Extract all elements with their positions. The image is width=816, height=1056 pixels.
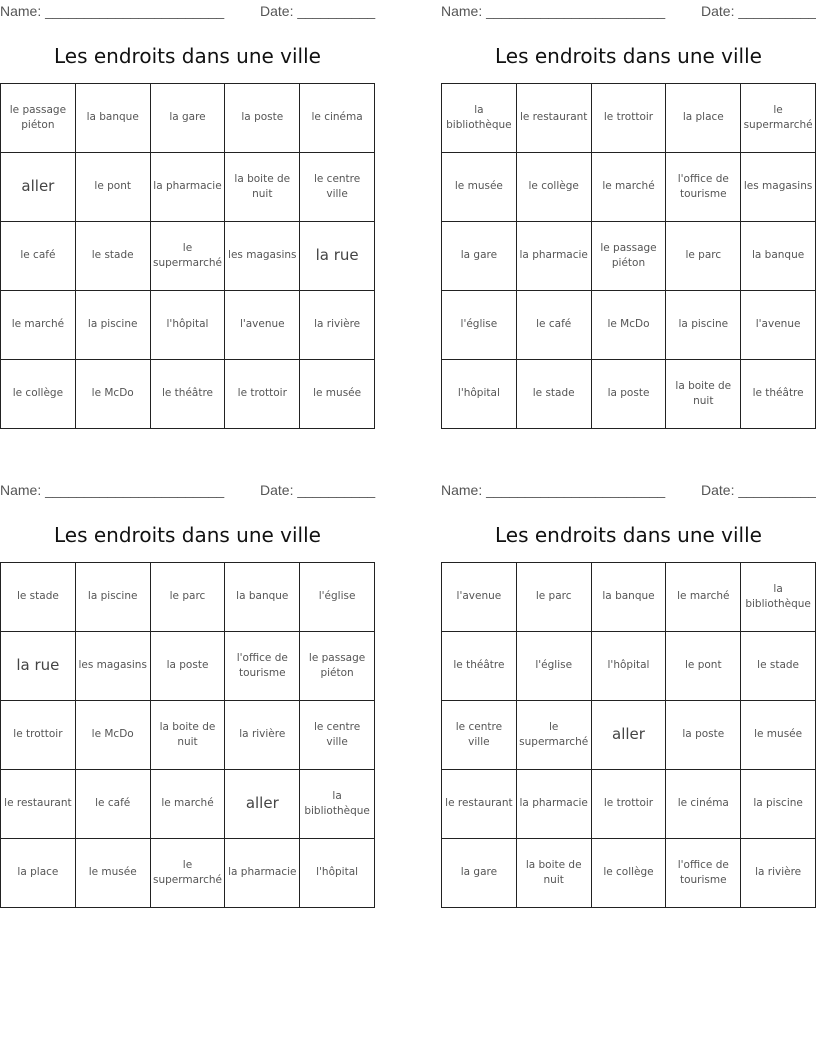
grid-row	[1, 770, 375, 839]
bingo-cell: la pharmacie	[150, 153, 225, 222]
bingo-cell: l'église	[516, 632, 591, 701]
bingo-cell: le supermarché	[516, 701, 591, 770]
bingo-cell: la boite de nuit	[150, 701, 225, 770]
bingo-cell: l'avenue	[225, 291, 300, 360]
bingo-cell: le marché	[150, 770, 225, 839]
grid-row	[1, 222, 375, 291]
date-field: Date: __________	[701, 3, 816, 19]
bingo-cell: l'église	[442, 291, 517, 360]
bingo-cell: le restaurant	[442, 770, 517, 839]
bingo-cell: la piscine	[741, 770, 816, 839]
bingo-cell: le stade	[741, 632, 816, 701]
grid-row	[442, 701, 816, 770]
bingo-cell: les magasins	[225, 222, 300, 291]
bingo-cell: le supermarché	[741, 84, 816, 153]
grid-row	[442, 632, 816, 701]
bingo-cell: le cinéma	[666, 770, 741, 839]
date-field: Date: __________	[260, 3, 376, 19]
bingo-cell: le parc	[516, 563, 591, 632]
bingo-cell: la poste	[666, 701, 741, 770]
bingo-cell: le collège	[1, 360, 76, 429]
date-field: Date: __________	[701, 482, 816, 498]
grid-row	[1, 563, 375, 632]
bingo-cell: aller	[225, 770, 300, 839]
grid-row	[442, 770, 816, 839]
bingo-cell: le centre ville	[300, 153, 375, 222]
bingo-cell: l'avenue	[741, 291, 816, 360]
bingo-card	[441, 479, 816, 919]
bingo-cell: la banque	[741, 222, 816, 291]
bingo-cell: la banque	[225, 563, 300, 632]
bingo-cell: le passage piéton	[591, 222, 666, 291]
bingo-grid	[441, 83, 816, 429]
grid-row	[1, 84, 375, 153]
bingo-cell: l'hôpital	[300, 839, 375, 908]
bingo-cell: les magasins	[741, 153, 816, 222]
bingo-cell: le cinéma	[300, 84, 375, 153]
bingo-grid	[0, 83, 375, 429]
bingo-cell: la piscine	[75, 563, 150, 632]
card-title: Les endroits dans une ville	[54, 44, 321, 68]
bingo-cell: l'église	[300, 563, 375, 632]
bingo-cell: le collège	[591, 839, 666, 908]
grid-row	[442, 360, 816, 429]
bingo-cell: la rivière	[225, 701, 300, 770]
bingo-cell: le centre ville	[300, 701, 375, 770]
bingo-cell: la rue	[300, 222, 375, 291]
bingo-cell: le stade	[1, 563, 76, 632]
name-field: Name: _______________________	[0, 482, 225, 498]
bingo-cell: la pharmacie	[225, 839, 300, 908]
name-field: Name: _______________________	[441, 3, 666, 19]
bingo-cell: l'hôpital	[591, 632, 666, 701]
bingo-cell: la bibliothèque	[442, 84, 517, 153]
bingo-cell: la place	[1, 839, 76, 908]
bingo-cell: la poste	[591, 360, 666, 429]
bingo-cell: le parc	[150, 563, 225, 632]
bingo-cell: les magasins	[75, 632, 150, 701]
bingo-cell: la banque	[591, 563, 666, 632]
grid-row	[442, 839, 816, 908]
bingo-cell: la place	[666, 84, 741, 153]
bingo-cell: l'office de tourisme	[666, 839, 741, 908]
bingo-cell: la rue	[1, 632, 76, 701]
bingo-cell: la rivière	[300, 291, 375, 360]
bingo-cell: le restaurant	[516, 84, 591, 153]
grid-row	[1, 291, 375, 360]
bingo-cell: la rivière	[741, 839, 816, 908]
bingo-cell: aller	[591, 701, 666, 770]
bingo-cell: le musée	[442, 153, 517, 222]
bingo-cell: le supermarché	[150, 839, 225, 908]
card-title: Les endroits dans une ville	[495, 523, 762, 547]
card-title: Les endroits dans une ville	[495, 44, 762, 68]
bingo-cell: le McDo	[75, 701, 150, 770]
bingo-cell: le collège	[516, 153, 591, 222]
grid-row	[1, 153, 375, 222]
bingo-cell: la poste	[225, 84, 300, 153]
bingo-cell: la pharmacie	[516, 222, 591, 291]
bingo-cell: la boite de nuit	[666, 360, 741, 429]
bingo-cell: le pont	[75, 153, 150, 222]
name-field: Name: _______________________	[441, 482, 666, 498]
bingo-cell: la pharmacie	[516, 770, 591, 839]
bingo-cell: le trottoir	[591, 770, 666, 839]
bingo-cell: le café	[1, 222, 76, 291]
bingo-cell: la banque	[75, 84, 150, 153]
bingo-cell: le marché	[1, 291, 76, 360]
bingo-card	[441, 0, 816, 440]
bingo-cell: le théâtre	[442, 632, 517, 701]
bingo-cell: le café	[75, 770, 150, 839]
bingo-cell: le McDo	[75, 360, 150, 429]
date-field: Date: __________	[260, 482, 376, 498]
grid-row	[442, 563, 816, 632]
bingo-grid	[0, 562, 375, 908]
bingo-cell: l'office de tourisme	[225, 632, 300, 701]
bingo-cell: le trottoir	[1, 701, 76, 770]
grid-row	[1, 701, 375, 770]
bingo-cell: le musée	[300, 360, 375, 429]
bingo-cell: le théâtre	[150, 360, 225, 429]
bingo-cell: le marché	[591, 153, 666, 222]
bingo-cell: la gare	[150, 84, 225, 153]
bingo-cell: aller	[1, 153, 76, 222]
bingo-cell: la gare	[442, 222, 517, 291]
bingo-cell: le stade	[75, 222, 150, 291]
bingo-card	[0, 479, 375, 919]
bingo-cell: le trottoir	[225, 360, 300, 429]
grid-row	[1, 360, 375, 429]
bingo-cell: la bibliothèque	[300, 770, 375, 839]
bingo-cell: le supermarché	[150, 222, 225, 291]
bingo-cell: le trottoir	[591, 84, 666, 153]
bingo-cell: le passage piéton	[300, 632, 375, 701]
bingo-grid	[441, 562, 816, 908]
bingo-cell: l'hôpital	[442, 360, 517, 429]
grid-row	[1, 632, 375, 701]
bingo-cell: le théâtre	[741, 360, 816, 429]
name-field: Name: _______________________	[0, 3, 225, 19]
bingo-cell: la bibliothèque	[741, 563, 816, 632]
bingo-card	[0, 0, 375, 440]
bingo-cell: le parc	[666, 222, 741, 291]
bingo-cell: le musée	[741, 701, 816, 770]
bingo-cell: le café	[516, 291, 591, 360]
card-title: Les endroits dans une ville	[54, 523, 321, 547]
bingo-cell: la piscine	[666, 291, 741, 360]
bingo-cell: l'avenue	[442, 563, 517, 632]
bingo-cell: le centre ville	[442, 701, 517, 770]
grid-row	[1, 839, 375, 908]
bingo-cell: le passage piéton	[1, 84, 76, 153]
grid-row	[442, 222, 816, 291]
bingo-cell: la boite de nuit	[225, 153, 300, 222]
bingo-cell: le McDo	[591, 291, 666, 360]
bingo-cell: l'hôpital	[150, 291, 225, 360]
bingo-cell: le marché	[666, 563, 741, 632]
bingo-cell: l'office de tourisme	[666, 153, 741, 222]
grid-row	[442, 84, 816, 153]
bingo-cell: la gare	[442, 839, 517, 908]
bingo-cell: la poste	[150, 632, 225, 701]
grid-row	[442, 291, 816, 360]
bingo-cell: la piscine	[75, 291, 150, 360]
grid-row	[442, 153, 816, 222]
bingo-cell: le restaurant	[1, 770, 76, 839]
bingo-cell: la boite de nuit	[516, 839, 591, 908]
bingo-cell: le pont	[666, 632, 741, 701]
bingo-cell: le musée	[75, 839, 150, 908]
bingo-cell: le stade	[516, 360, 591, 429]
